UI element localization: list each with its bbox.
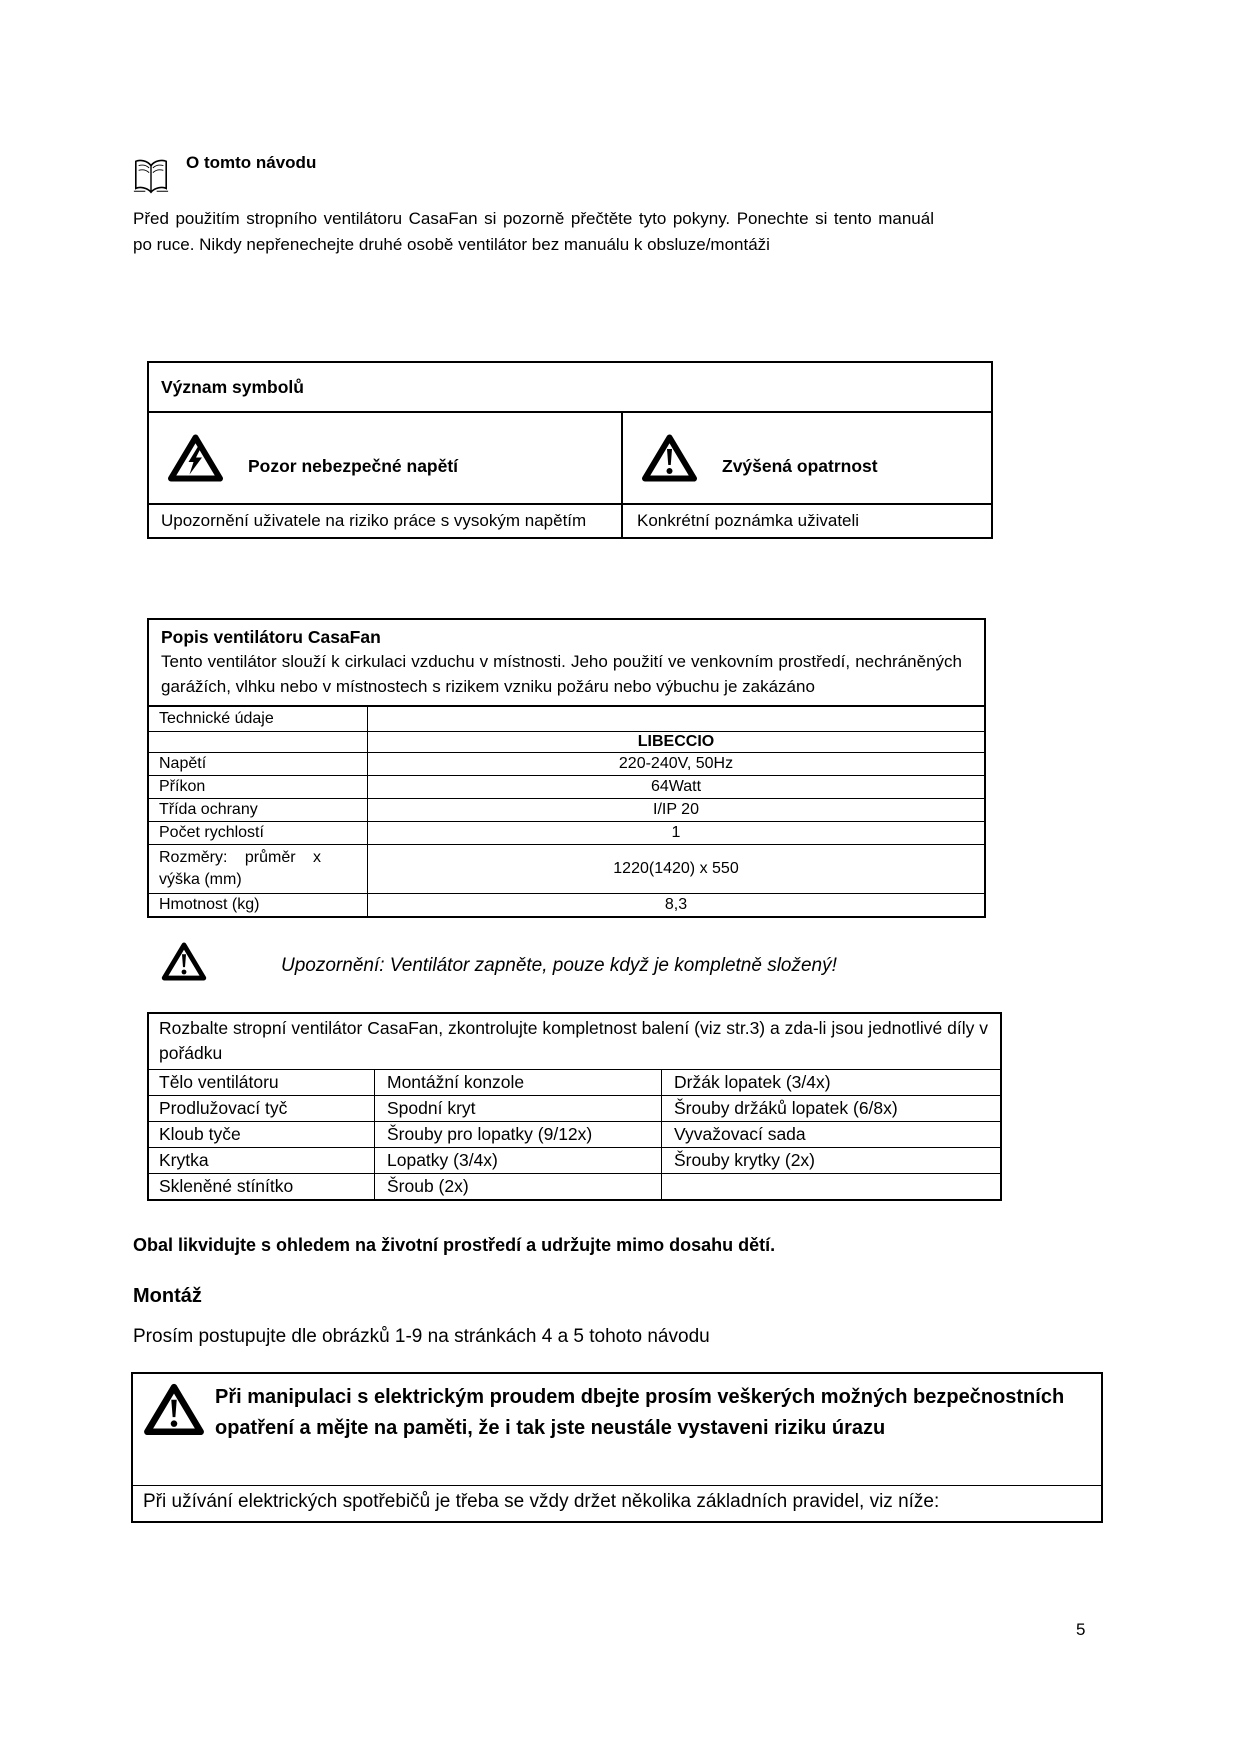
parts-cell: Šroub (2x) — [375, 1174, 662, 1199]
symbol-label-caution: Zvýšená opatrnost — [722, 455, 878, 476]
montage-instruction: Prosím postupujte dle obrázků 1-9 na stránkách 4 a 5 tohoto návodu — [133, 1326, 710, 1347]
parts-cell: Kloub tyče — [149, 1122, 375, 1147]
symbols-row — [149, 413, 991, 503]
page-number: 5 — [1076, 1620, 1086, 1639]
parts-cell: Šrouby držáků lopatek (6/8x) — [674, 1098, 898, 1118]
electric-warning-text: Při užívání elektrických spotřebičů je třeba se vždy držet několika základních pravidel, viz níže: — [143, 1491, 940, 1512]
exclamation-triangle-icon — [143, 1382, 205, 1437]
parts-cell: Prodlužovací tyč — [149, 1096, 375, 1121]
section-title-montage: Montáž — [133, 1285, 202, 1307]
tech-row-dimensions — [149, 844, 984, 893]
fan-description-title: Popis ventilátoru CasaFan — [161, 627, 381, 647]
electric-warning-bold — [133, 1374, 1101, 1486]
exclamation-triangle-icon — [641, 433, 698, 483]
tech-value: I/IP 20 — [653, 801, 699, 818]
tech-row-protection — [149, 798, 984, 821]
symbol-cell-caution — [623, 413, 991, 503]
disposal-note: Obal likvidujte s ohledem na životní prostředí a udržujte mimo dosahu dětí. — [133, 1235, 776, 1255]
tech-value: 8,3 — [664, 896, 688, 913]
tech-value: 64Watt — [650, 778, 702, 795]
tech-value: 220-240V, 50Hz — [618, 755, 734, 772]
parts-row — [149, 1121, 1000, 1147]
tech-label: Rozměry: průměr x výška (mm) — [149, 845, 368, 893]
parts-row — [149, 1173, 1000, 1199]
parts-cell: Montážní konzole — [375, 1070, 662, 1095]
tech-header-row — [149, 707, 984, 731]
parts-table-header: Rozbalte stropní ventilátor CasaFan, zkontrolujte kompletnost balení (viz str.3) a zda-li jsou jednotlivé díly v pořádku — [159, 1018, 988, 1063]
parts-cell: Tělo ventilátoru — [149, 1070, 375, 1095]
tech-row-speeds — [149, 821, 984, 844]
symbol-label-voltage: Pozor nebezpečné napětí — [248, 455, 459, 476]
parts-row — [149, 1147, 1000, 1173]
symbol-cell-voltage — [149, 413, 623, 503]
symbol-note-voltage: Upozornění uživatele na riziko práce s vysokým napětím — [149, 505, 623, 537]
electric-warning-box — [131, 1372, 1103, 1523]
section-title-about: O tomto návodu — [186, 153, 317, 172]
tech-label: Příkon — [149, 776, 368, 798]
parts-cell: Krytka — [149, 1148, 375, 1173]
parts-cell: Vyvažovací sada — [674, 1124, 806, 1144]
tech-header-value — [368, 707, 984, 731]
symbols-notes-row — [149, 503, 991, 537]
tech-label: Napětí — [149, 753, 368, 775]
tech-value: 1 — [671, 824, 681, 841]
parts-row — [149, 1095, 1000, 1121]
parts-cell: Šrouby pro lopatky (9/12x) — [375, 1122, 662, 1147]
tech-model-row — [149, 731, 984, 752]
tech-value: 1220(1420) x 550 — [613, 860, 739, 877]
symbols-table — [147, 361, 993, 539]
parts-table — [147, 1012, 1002, 1201]
tech-row-weight — [149, 893, 984, 916]
exclamation-triangle-icon — [161, 941, 207, 982]
tech-row-voltage — [149, 752, 984, 775]
open-book-icon — [132, 157, 170, 197]
electric-warning-bold-text: Při manipulaci s elektrickým proudem dbejte prosím veškerých možných bezpečnostních opatření a mějte na paměti, že i tak jste neustále vystaveni riziku úrazu — [215, 1386, 1065, 1439]
intro-paragraph: Před použitím stropního ventilátoru CasaFan si pozorně přečtěte tyto pokyny. Ponechte si tento manuál po ruce. Nikdy nepřenechejte druhé osobě ventilátor bez manuálu k obsluze/montáži — [133, 209, 934, 254]
fan-description-text: Tento ventilátor slouží k cirkulaci vzduchu v místnosti. Jeho použití ve venkovním prostředí, nechráněných garážích, vlhku nebo v místnostech s rizikem vzniku požáru nebo výbuchu je zakázáno — [161, 652, 962, 696]
tech-model-label — [149, 732, 368, 752]
fan-description-table — [147, 618, 986, 918]
symbols-table-title: Význam symbolů — [149, 363, 991, 413]
parts-cell — [662, 1174, 1000, 1199]
parts-cell: Lopatky (3/4x) — [375, 1148, 662, 1173]
parts-cell: Držák lopatek (3/4x) — [674, 1072, 831, 1092]
parts-cell: Skleněné stínítko — [149, 1174, 375, 1199]
symbol-note-caution: Konkrétní poznámka uživateli — [637, 511, 860, 530]
tech-row-power — [149, 775, 984, 798]
assembly-caution-note: Upozornění: Ventilátor zapněte, pouze když je kompletně složený! — [281, 955, 837, 976]
parts-cell: Spodní kryt — [375, 1096, 662, 1121]
tech-label: Třída ochrany — [149, 799, 368, 821]
tech-model-value: LIBECCIO — [637, 733, 715, 750]
tech-label: Hmotnost (kg) — [149, 894, 368, 916]
tech-header-label: Technické údaje — [149, 707, 368, 731]
tech-label: Počet rychlostí — [149, 822, 368, 844]
fan-description-intro — [149, 620, 984, 707]
high-voltage-triangle-icon — [167, 433, 224, 483]
parts-cell: Šrouby krytky (2x) — [674, 1150, 815, 1170]
parts-row — [149, 1069, 1000, 1095]
